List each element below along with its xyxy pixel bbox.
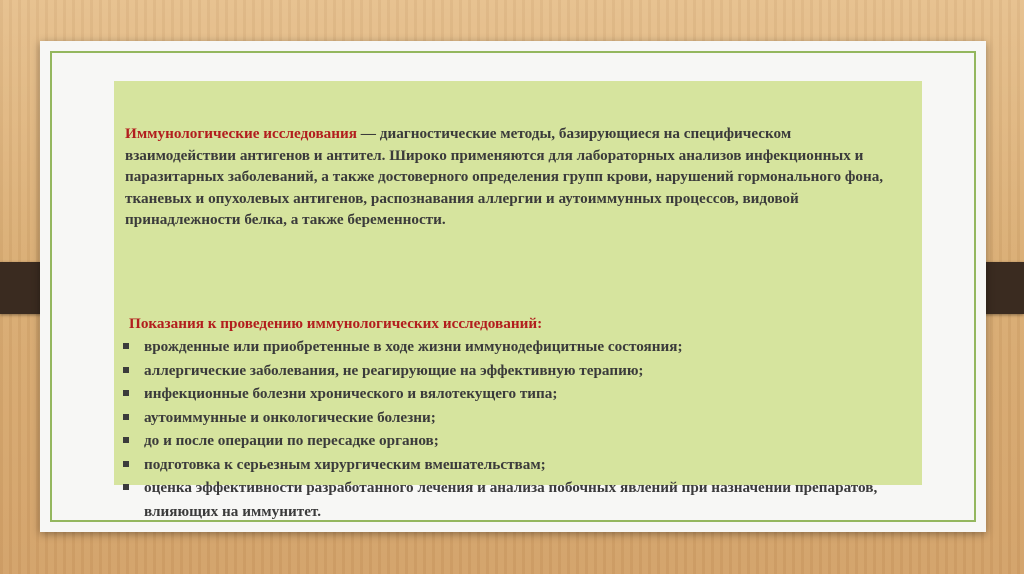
list-item-text: подготовка к серьезным хирургическим вмешательствам; [144,455,546,473]
list-item [118,359,908,383]
list-item [118,476,908,523]
list-item [118,429,908,453]
list-item-text: аутоиммунные и онкологические болезни; [144,408,436,426]
list-item [118,335,908,359]
indications-list [118,335,908,523]
definition-text: — диагностические методы, базирующиеся на специфическом взаимодействии антигенов и антител. Широко применяются для лабораторных анализов инфекционных и паразитарных заболеваний, а также достоверного определения групп крови, нарушений гормонального фона, тканевых и опухолевых антигенов, распознавания аллергии и аутоиммунных процессов, видовой принадлежности белка, а также беременности. [125,125,884,229]
bullet-icon [123,414,129,420]
list-item-text: врожденные или приобретенные в ходе жизни иммунодефицитные состояния; [144,338,683,355]
indications-heading: Показания к проведению иммунологических исследований: [129,315,543,332]
list-item-text: аллергические заболевания, не реагирующие на эффективную терапию; [144,361,644,379]
list-item [118,382,908,406]
bullet-icon [123,390,129,396]
list-item [118,406,908,430]
bullet-icon [123,367,129,373]
list-item-text: до и после операции по пересадке органов; [144,432,439,449]
slide [40,41,986,532]
bullet-icon [123,484,129,490]
definition-term: Иммунологические исследования [125,125,357,142]
list-item-text: оценка эффективности разработанного лечения и анализа побочных явлений при назначении препаратов, влияющих на иммунитет. [144,479,878,520]
list-item [118,453,908,477]
bullet-icon [123,437,129,443]
content-box [114,81,922,520]
definition-paragraph [125,123,905,231]
list-item-text: инфекционные болезни хронического и вялотекущего типа; [144,385,558,402]
bullet-icon [123,461,129,467]
bullet-icon [123,343,129,349]
